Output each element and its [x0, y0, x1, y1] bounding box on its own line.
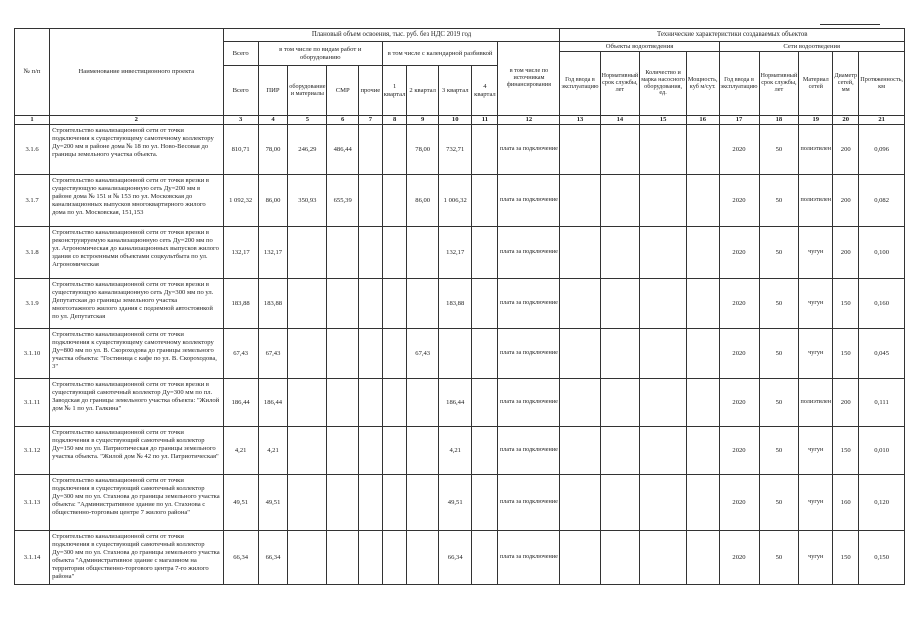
diameter-cell: 200 — [833, 175, 859, 227]
header-year-commission-a: Год ввода в эксплуатацию — [560, 52, 600, 116]
project-name: Строительство канализационной сети от точки подключения в существующий самотечный коллектор Ду=300 мм по ул. Стахнова до границы земельного участка объекта "Административное здание с магазином на территории общественно-торгового центра 7-го жилого района" — [50, 531, 223, 585]
header-q2: 2 квартал — [407, 66, 439, 116]
pir-cell: 66,34 — [258, 531, 288, 585]
year-commission-a-cell — [560, 475, 600, 531]
year-commission-cell: 2020 — [719, 125, 759, 175]
project-name: Строительство канализационной сети от точки подключения к существующему самотечному коллектору Ду=800 мм по ул. В. Скороходова до границы земельного участка объекта: "Гостиница с кафе по ул. В. Скороходова, 3" — [50, 329, 223, 379]
length-cell: 0,010 — [859, 427, 905, 475]
project-name: Строительство канализационной сети от точки врезки в существующий самотечный коллектор Ду=300 мм по пл. Заводская до границы земельного участка объекта: "Жилой дом № 1 по ул. Галкина" — [50, 379, 223, 427]
smr-cell — [327, 379, 358, 427]
capacity-cell — [686, 125, 719, 175]
pir-cell: 132,17 — [258, 227, 288, 279]
norm-life-a-cell — [600, 329, 640, 379]
table-row — [15, 379, 905, 427]
capacity-cell — [686, 227, 719, 279]
norm-life-cell: 50 — [759, 329, 799, 379]
smr-cell — [327, 531, 358, 585]
header-q3: 3 квартал — [438, 66, 471, 116]
funding-source-cell: плата за подключение — [498, 175, 560, 227]
q3-cell: 1 006,32 — [438, 175, 471, 227]
total-cell: 66,34 — [223, 531, 258, 585]
header-q1: 1 квартал — [382, 66, 407, 116]
funding-source-cell: плата за подключение — [498, 379, 560, 427]
smr-cell: 486,44 — [327, 125, 358, 175]
length-cell: 0,120 — [859, 475, 905, 531]
table-row — [15, 427, 905, 475]
other-cell — [358, 427, 382, 475]
funding-source-cell: плата за подключение — [498, 227, 560, 279]
year-commission-cell: 2020 — [719, 531, 759, 585]
header-length: Протяженность, км — [859, 52, 905, 116]
q3-cell: 183,88 — [438, 279, 471, 329]
funding-source-cell: плата за подключение — [498, 125, 560, 175]
length-cell: 0,045 — [859, 329, 905, 379]
q1-cell — [382, 427, 407, 475]
pir-cell: 49,51 — [258, 475, 288, 531]
q1-cell — [382, 175, 407, 227]
norm-life-cell: 50 — [759, 175, 799, 227]
table-row — [15, 125, 905, 175]
material-cell: чугун — [799, 279, 833, 329]
material-cell: полиэтилен — [799, 125, 833, 175]
col-index: 5 — [288, 116, 327, 125]
header-equipment-qty: Количество и марка насосного оборудования, ед. — [640, 52, 687, 116]
q4-cell — [472, 125, 498, 175]
header-q4: 4 квартал — [472, 66, 498, 116]
row-number: 3.1.7 — [15, 175, 50, 227]
norm-life-cell: 50 — [759, 379, 799, 427]
year-commission-a-cell — [560, 531, 600, 585]
header-project-name: Наименование инвестиционного проекта — [50, 29, 223, 116]
col-index: 3 — [223, 116, 258, 125]
diameter-cell: 150 — [833, 427, 859, 475]
year-commission-a-cell — [560, 279, 600, 329]
norm-life-a-cell — [600, 531, 640, 585]
header-vsego: Всего — [223, 66, 258, 116]
row-number: 3.1.12 — [15, 427, 50, 475]
q1-cell — [382, 125, 407, 175]
col-index: 15 — [640, 116, 687, 125]
q4-cell — [472, 427, 498, 475]
year-commission-a-cell — [560, 227, 600, 279]
project-name: Строительство канализационной сети от точки подключения в существующий самотечный коллектор Ду=150 мм по ул. Патриотическая до границы земельного участка объекта. "Жилой дом № 42 по ул. Патриотическая" — [50, 427, 223, 475]
capacity-cell — [686, 379, 719, 427]
equipment-qty-cell — [640, 227, 687, 279]
material-cell: полиэтилен — [799, 379, 833, 427]
project-name: Строительство канализационной сети от точки врезки в существующую канализационную сеть Ду=200 мм в районе дома № 151 и № 153 по ул. Московская до канализационных выпусков многоквартирного жилого дома по ул. Московская, 151,153 — [50, 175, 223, 227]
year-commission-cell: 2020 — [719, 279, 759, 329]
header-num: № п/п — [15, 29, 50, 116]
total-cell: 183,88 — [223, 279, 258, 329]
q3-cell: 4,21 — [438, 427, 471, 475]
material-cell: чугун — [799, 427, 833, 475]
equipment-cell — [288, 475, 327, 531]
year-commission-a-cell — [560, 125, 600, 175]
total-cell: 4,21 — [223, 427, 258, 475]
funding-source-cell: плата за подключение — [498, 427, 560, 475]
length-cell: 0,111 — [859, 379, 905, 427]
equipment-qty-cell — [640, 475, 687, 531]
equipment-cell — [288, 279, 327, 329]
q3-cell: 132,17 — [438, 227, 471, 279]
header-planned-volume: Плановый объем освоения, тыс. руб. без НДС 2019 год — [223, 29, 560, 42]
other-cell — [358, 175, 382, 227]
norm-life-cell: 50 — [759, 125, 799, 175]
q1-cell — [382, 379, 407, 427]
smr-cell — [327, 329, 358, 379]
length-cell: 0,160 — [859, 279, 905, 329]
col-index: 18 — [759, 116, 799, 125]
material-cell: чугун — [799, 475, 833, 531]
col-index: 9 — [407, 116, 439, 125]
q1-cell — [382, 279, 407, 329]
q1-cell — [382, 227, 407, 279]
capacity-cell — [686, 329, 719, 379]
diameter-cell: 200 — [833, 227, 859, 279]
row-number: 3.1.13 — [15, 475, 50, 531]
capacity-cell — [686, 279, 719, 329]
pir-cell: 78,00 — [258, 125, 288, 175]
year-commission-a-cell — [560, 329, 600, 379]
row-number: 3.1.9 — [15, 279, 50, 329]
col-index: 4 — [258, 116, 288, 125]
length-cell: 0,150 — [859, 531, 905, 585]
q4-cell — [472, 175, 498, 227]
pir-cell: 186,44 — [258, 379, 288, 427]
total-cell: 1 092,32 — [223, 175, 258, 227]
project-name: Строительство канализационной сети от точки подключения к существующему самотечному коллектору Ду=200 мм в районе дома № 18 по ул. Ново-Весовая до границы земельного участка объекта. — [50, 125, 223, 175]
equipment-cell: 350,93 — [288, 175, 327, 227]
total-cell: 810,71 — [223, 125, 258, 175]
header-by-work-types: в том числе по видам работ и оборудованию — [258, 42, 382, 66]
other-cell — [358, 531, 382, 585]
pir-cell: 86,00 — [258, 175, 288, 227]
equipment-qty-cell — [640, 175, 687, 227]
project-name: Строительство канализационной сети от точки врезки в существующую канализационную сеть Ду=300 мм по ул. Депутатская до границы земельного участка многоэтажного жилого здания с подземной автостоянкой по ул. Депутатская — [50, 279, 223, 329]
equipment-cell — [288, 531, 327, 585]
header-diameter: Диаметр сетей, мм — [833, 52, 859, 116]
row-number: 3.1.10 — [15, 329, 50, 379]
header-capacity: Мощность, куб м/сут. — [686, 52, 719, 116]
other-cell — [358, 125, 382, 175]
material-cell: чугун — [799, 329, 833, 379]
q3-cell: 186,44 — [438, 379, 471, 427]
pir-cell: 183,88 — [258, 279, 288, 329]
diameter-cell: 200 — [833, 379, 859, 427]
q2-cell: 67,43 — [407, 329, 439, 379]
total-cell: 67,43 — [223, 329, 258, 379]
investment-table-sheet — [14, 28, 905, 585]
diameter-cell: 150 — [833, 279, 859, 329]
pir-cell: 67,43 — [258, 329, 288, 379]
col-index: 17 — [719, 116, 759, 125]
col-index: 12 — [498, 116, 560, 125]
norm-life-cell: 50 — [759, 475, 799, 531]
project-name: Строительство канализационной сети от точки подключения в существующий самотечный коллектор Ду=300 мм по ул. Стахнова до границы земельного участка объекта: "Административное здание по ул. Стахнова с общественно-торговым центре 7 жилого района" — [50, 475, 223, 531]
other-cell — [358, 329, 382, 379]
smr-cell: 655,39 — [327, 175, 358, 227]
table-row — [15, 475, 905, 531]
header-pir: ПИР — [258, 66, 288, 116]
norm-life-a-cell — [600, 427, 640, 475]
header-other: прочие — [358, 66, 382, 116]
column-index-row — [15, 116, 905, 125]
q1-cell — [382, 329, 407, 379]
year-commission-a-cell — [560, 427, 600, 475]
row-number: 3.1.6 — [15, 125, 50, 175]
col-index: 7 — [358, 116, 382, 125]
total-cell: 132,17 — [223, 227, 258, 279]
col-index: 13 — [560, 116, 600, 125]
equipment-qty-cell — [640, 279, 687, 329]
q4-cell — [472, 329, 498, 379]
norm-life-cell: 50 — [759, 227, 799, 279]
table-row — [15, 175, 905, 227]
total-cell: 186,44 — [223, 379, 258, 427]
q3-cell: 49,51 — [438, 475, 471, 531]
col-index: 2 — [50, 116, 223, 125]
col-index: 16 — [686, 116, 719, 125]
table-row — [15, 329, 905, 379]
table-row — [15, 227, 905, 279]
project-name: Строительство канализационной сети от точки врезки в реконструируемую канализационную сеть Ду=200 мм по ул. Агрономическая до канализационных выпусков жилого здания со встроенными объектами соцкультбыта по ул. Агрономическая — [50, 227, 223, 279]
other-cell — [358, 475, 382, 531]
q4-cell — [472, 475, 498, 531]
col-index: 19 — [799, 116, 833, 125]
col-index: 8 — [382, 116, 407, 125]
header-rule — [820, 24, 880, 26]
norm-life-a-cell — [600, 175, 640, 227]
material-cell: полиэтилен — [799, 175, 833, 227]
smr-cell — [327, 279, 358, 329]
year-commission-cell: 2020 — [719, 227, 759, 279]
equipment-cell — [288, 379, 327, 427]
col-index: 20 — [833, 116, 859, 125]
year-commission-cell: 2020 — [719, 475, 759, 531]
equipment-qty-cell — [640, 531, 687, 585]
q4-cell — [472, 279, 498, 329]
header-sources: в том числе по источникам финансирования — [498, 42, 560, 116]
year-commission-cell: 2020 — [719, 175, 759, 227]
q3-cell: 66,34 — [438, 531, 471, 585]
funding-source-cell: плата за подключение — [498, 329, 560, 379]
header-equipment: оборудование и материалы — [288, 66, 327, 116]
other-cell — [358, 227, 382, 279]
diameter-cell: 200 — [833, 125, 859, 175]
header-wastewater-objects: Объекты водоотведения — [560, 42, 719, 52]
capacity-cell — [686, 531, 719, 585]
q2-cell — [407, 279, 439, 329]
smr-cell — [327, 475, 358, 531]
equipment-cell — [288, 427, 327, 475]
header-norm-life-b: Нормативный срок службы, лет — [759, 52, 799, 116]
q2-cell: 78,00 — [407, 125, 439, 175]
other-cell — [358, 379, 382, 427]
row-number: 3.1.8 — [15, 227, 50, 279]
funding-source-cell: плата за подключение — [498, 531, 560, 585]
diameter-cell: 150 — [833, 531, 859, 585]
smr-cell — [327, 227, 358, 279]
investment-program-table — [14, 28, 905, 585]
material-cell: чугун — [799, 227, 833, 279]
q3-cell: 732,71 — [438, 125, 471, 175]
q4-cell — [472, 379, 498, 427]
pir-cell: 4,21 — [258, 427, 288, 475]
row-number: 3.1.11 — [15, 379, 50, 427]
q4-cell — [472, 531, 498, 585]
norm-life-cell: 50 — [759, 427, 799, 475]
smr-cell — [327, 427, 358, 475]
q4-cell — [472, 227, 498, 279]
length-cell: 0,100 — [859, 227, 905, 279]
equipment-cell: 246,29 — [288, 125, 327, 175]
q2-cell — [407, 475, 439, 531]
table-row — [15, 531, 905, 585]
year-commission-cell: 2020 — [719, 379, 759, 427]
length-cell: 0,096 — [859, 125, 905, 175]
norm-life-cell: 50 — [759, 531, 799, 585]
q3-cell — [438, 329, 471, 379]
header-tech-characteristics: Технические характеристики создаваемых объектов — [560, 29, 905, 42]
funding-source-cell: плата за подключение — [498, 475, 560, 531]
col-index: 6 — [327, 116, 358, 125]
year-commission-cell: 2020 — [719, 427, 759, 475]
capacity-cell — [686, 427, 719, 475]
equipment-cell — [288, 227, 327, 279]
q2-cell — [407, 227, 439, 279]
q2-cell — [407, 379, 439, 427]
equipment-qty-cell — [640, 379, 687, 427]
col-index: 14 — [600, 116, 640, 125]
funding-source-cell: плата за подключение — [498, 279, 560, 329]
equipment-cell — [288, 329, 327, 379]
header-material: Материал сетей — [799, 52, 833, 116]
q1-cell — [382, 531, 407, 585]
material-cell: чугун — [799, 531, 833, 585]
year-commission-cell: 2020 — [719, 329, 759, 379]
col-index: 10 — [438, 116, 471, 125]
header-by-quarters: в том числе с календарной разбивкой — [382, 42, 498, 66]
capacity-cell — [686, 175, 719, 227]
q2-cell: 86,00 — [407, 175, 439, 227]
table-body — [15, 125, 905, 585]
year-commission-a-cell — [560, 175, 600, 227]
header-total: Всего — [223, 42, 258, 66]
q2-cell — [407, 427, 439, 475]
capacity-cell — [686, 475, 719, 531]
q2-cell — [407, 531, 439, 585]
header-year-commission-b: Год ввода в эксплуатацию — [719, 52, 759, 116]
total-cell: 49,51 — [223, 475, 258, 531]
equipment-qty-cell — [640, 125, 687, 175]
header-smr: СМР — [327, 66, 358, 116]
diameter-cell: 150 — [833, 329, 859, 379]
diameter-cell: 160 — [833, 475, 859, 531]
header-norm-life-a: Нормативный срок службы, лет — [600, 52, 640, 116]
equipment-qty-cell — [640, 329, 687, 379]
year-commission-a-cell — [560, 379, 600, 427]
other-cell — [358, 279, 382, 329]
length-cell: 0,082 — [859, 175, 905, 227]
equipment-qty-cell — [640, 427, 687, 475]
norm-life-a-cell — [600, 227, 640, 279]
norm-life-a-cell — [600, 475, 640, 531]
col-index: 1 — [15, 116, 50, 125]
col-index: 11 — [472, 116, 498, 125]
norm-life-a-cell — [600, 379, 640, 427]
norm-life-a-cell — [600, 125, 640, 175]
table-row — [15, 279, 905, 329]
header-wastewater-networks: Сети водоотведения — [719, 42, 905, 52]
col-index: 21 — [859, 116, 905, 125]
q1-cell — [382, 475, 407, 531]
row-number: 3.1.14 — [15, 531, 50, 585]
norm-life-cell: 50 — [759, 279, 799, 329]
norm-life-a-cell — [600, 279, 640, 329]
